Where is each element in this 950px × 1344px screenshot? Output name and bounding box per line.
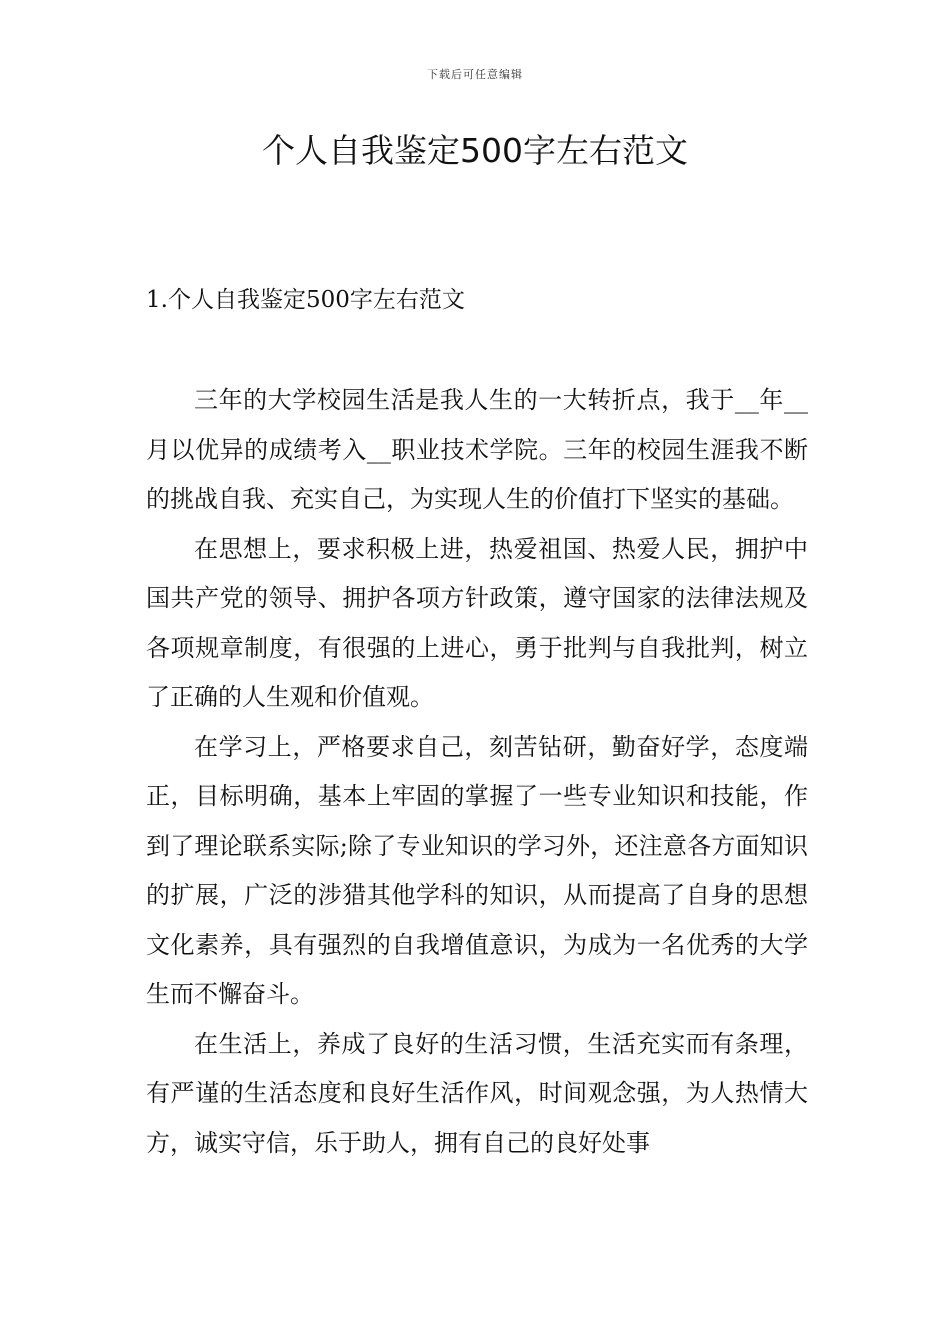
- paragraph: 在思想上，要求积极上进，热爱祖国、热爱人民，拥护中国共产党的领导、拥护各项方针政策，遵守国家的法律法规及各项规章制度，有很强的上进心，勇于批判与自我批判，树立了正确的人生观和价值观。: [146, 534, 808, 711]
- paragraph: 三年的大学校园生活是我人生的一大转折点，我于__年__月以优异的成绩考入__职业技术学院。三年的校园生涯我不断的挑战自我、充实自己，为实现人生的价值打下坚实的基础。: [146, 386, 808, 513]
- document-body: [146, 376, 808, 1168]
- paragraph: 在学习上，严格要求自己，刻苦钻研，勤奋好学，态度端正，目标明确，基本上牢固的掌握了一些专业知识和技能，作到了理论联系实际;除了专业知识的学习外，还注意各方面知识的扩展，广泛的涉猎其他学科的知识，从而提高了自身的思想文化素养，具有强烈的自我增值意识，为成为一名优秀的大学生而不懈奋斗。: [146, 732, 808, 1008]
- header-note: 下载后可任意编辑: [427, 68, 523, 81]
- section-heading: 1.个人自我鉴定500字左右范文: [146, 287, 465, 313]
- document-title: 个人自我鉴定500字左右范文: [262, 131, 688, 170]
- paragraph: 在生活上，养成了良好的生活习惯，生活充实而有条理，有严谨的生活态度和良好生活作风，时间观念强，为人热情大方，诚实守信，乐于助人，拥有自己的良好处事: [146, 1029, 808, 1157]
